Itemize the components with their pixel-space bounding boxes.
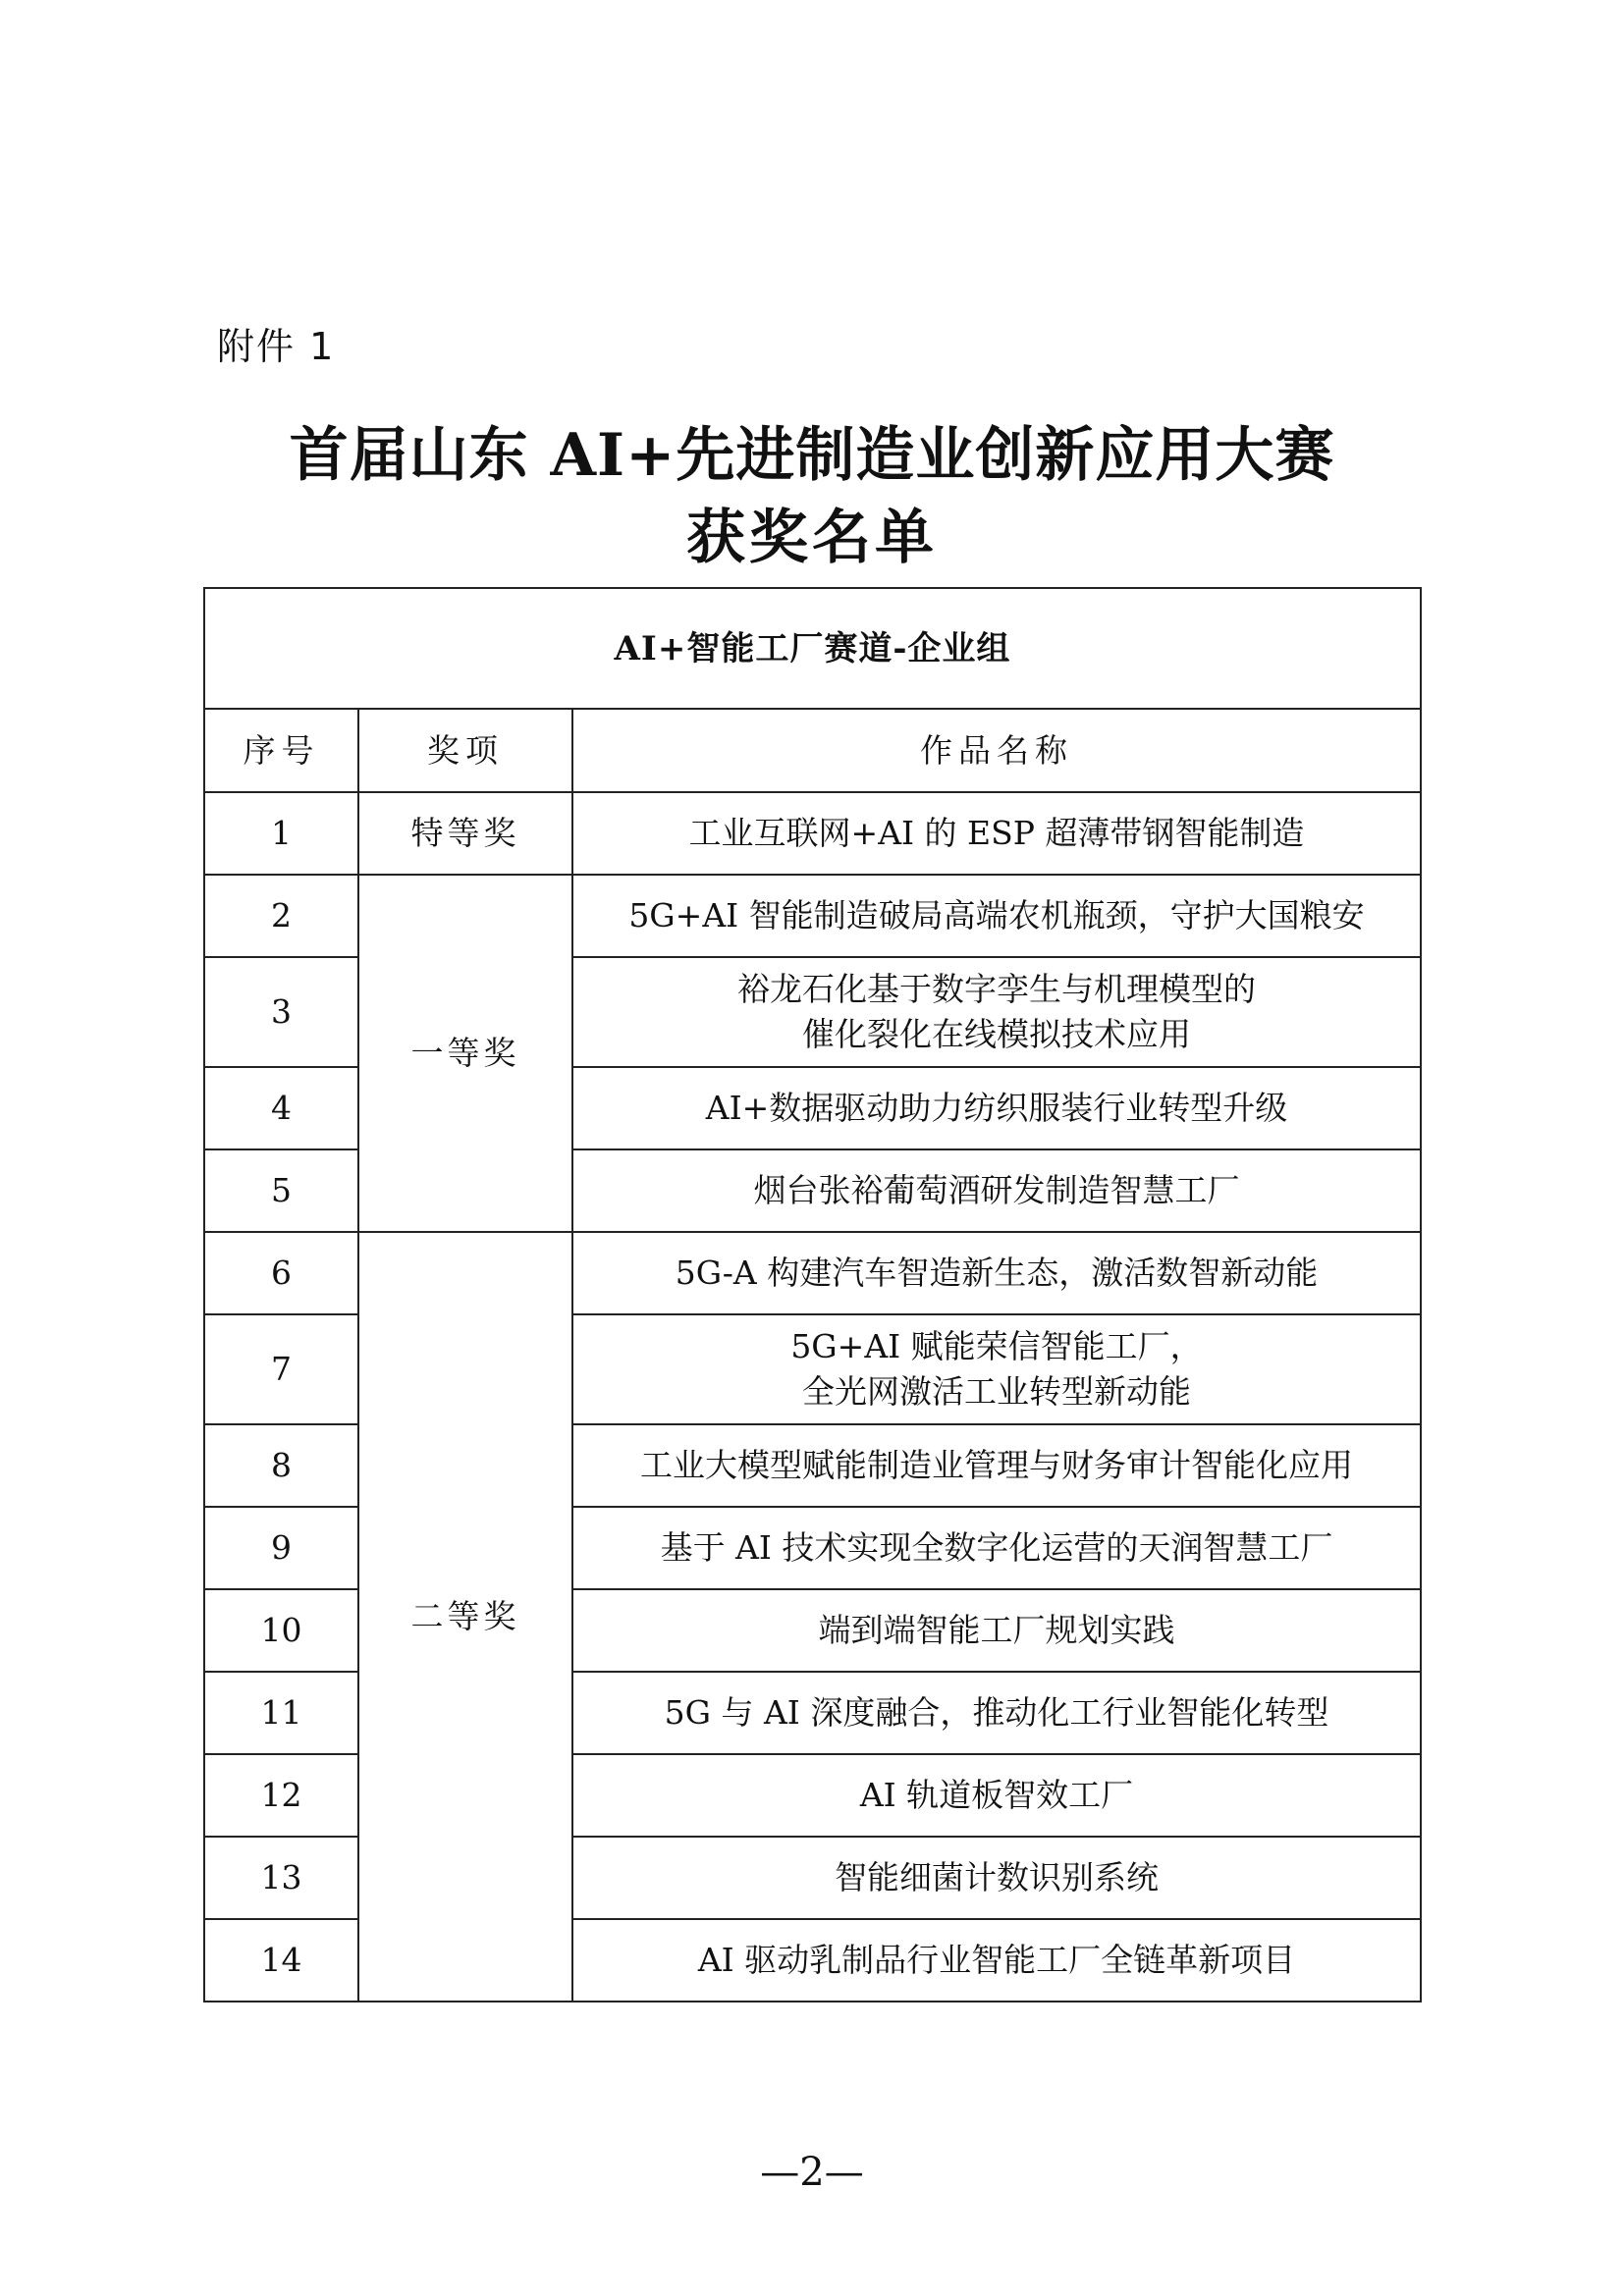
- work-title: [572, 1754, 1421, 1837]
- work-title-line: 基于 AI 技术实现全数字化运营的天润智慧工厂: [660, 1528, 1333, 1567]
- page-number: —2—: [760, 2150, 864, 2195]
- row-number: 1: [204, 792, 358, 875]
- work-title: [572, 1232, 1421, 1314]
- work-title-line: 5G 与 AI 深度融合，推动化工行业智能化转型: [664, 1693, 1329, 1732]
- table-column-header-row: [204, 709, 1421, 792]
- awards-table: [203, 587, 1422, 2002]
- work-title-line: 催化裂化在线模拟技术应用: [802, 1015, 1191, 1053]
- work-title: [572, 1919, 1421, 2002]
- table-group-header-row: [204, 588, 1421, 709]
- track-group-title: AI+智能工厂赛道-企业组: [204, 588, 1421, 709]
- work-title: [572, 1507, 1421, 1589]
- work-title: [572, 1672, 1421, 1754]
- work-title-line: 5G+AI 赋能荣信智能工厂，: [790, 1327, 1203, 1365]
- work-title: [572, 1149, 1421, 1232]
- work-title-line: 5G+AI 智能制造破局高端农机瓶颈，守护大国粮安: [628, 896, 1365, 934]
- row-number: 9: [204, 1507, 358, 1589]
- work-title-line: 端到端智能工厂规划实践: [818, 1611, 1175, 1649]
- work-title-line: 全光网激活工业转型新动能: [802, 1372, 1191, 1411]
- column-header-no: 序号: [204, 709, 358, 792]
- work-title: [572, 875, 1421, 957]
- row-number: 11: [204, 1672, 358, 1754]
- work-title-line: AI 轨道板智效工厂: [859, 1776, 1134, 1814]
- row-number: 4: [204, 1067, 358, 1149]
- work-title: [572, 1314, 1421, 1424]
- row-number: 5: [204, 1149, 358, 1232]
- work-title: [572, 1837, 1421, 1919]
- work-title: [572, 1589, 1421, 1672]
- column-header-award: 奖项: [358, 709, 572, 792]
- work-title-line: AI+数据驱动助力纺织服装行业转型升级: [705, 1089, 1288, 1127]
- award-level-first: 一等奖: [358, 875, 572, 1232]
- table-row: [204, 875, 1421, 957]
- row-number: 12: [204, 1754, 358, 1837]
- work-title: [572, 792, 1421, 875]
- work-title-line: 工业大模型赋能制造业管理与财务审计智能化应用: [640, 1446, 1353, 1484]
- award-level-second: 二等奖: [358, 1232, 572, 2002]
- table-row: [204, 792, 1421, 875]
- document-title: 首届山东 AI+先进制造业创新应用大赛: [289, 421, 1335, 490]
- work-title: [572, 1067, 1421, 1149]
- work-title-line: 智能细菌计数识别系统: [835, 1858, 1159, 1896]
- table-row: [204, 1232, 1421, 1314]
- row-number: 14: [204, 1919, 358, 2002]
- document-subtitle: 获奖名单: [686, 504, 938, 572]
- row-number: 6: [204, 1232, 358, 1314]
- row-number: 2: [204, 875, 358, 957]
- award-rows: [204, 792, 1421, 2002]
- row-number: 8: [204, 1424, 358, 1507]
- work-title: [572, 957, 1421, 1067]
- work-title: [572, 1424, 1421, 1507]
- row-number: 3: [204, 957, 358, 1067]
- row-number: 13: [204, 1837, 358, 1919]
- row-number: 10: [204, 1589, 358, 1672]
- work-title-line: AI 驱动乳制品行业智能工厂全链革新项目: [697, 1941, 1296, 1979]
- work-title-line: 烟台张裕葡萄酒研发制造智慧工厂: [753, 1171, 1240, 1209]
- row-number: 7: [204, 1314, 358, 1424]
- work-title-line: 5G-A 构建汽车智造新生态，激活数智新动能: [675, 1254, 1319, 1292]
- work-title-line: 裕龙石化基于数字孪生与机理模型的: [737, 970, 1256, 1008]
- work-title-line: 工业互联网+AI 的 ESP 超薄带钢智能制造: [688, 814, 1305, 852]
- column-header-work: 作品名称: [572, 709, 1421, 792]
- award-level-special: 特等奖: [358, 792, 572, 875]
- attachment-label: 附件 1: [217, 325, 336, 368]
